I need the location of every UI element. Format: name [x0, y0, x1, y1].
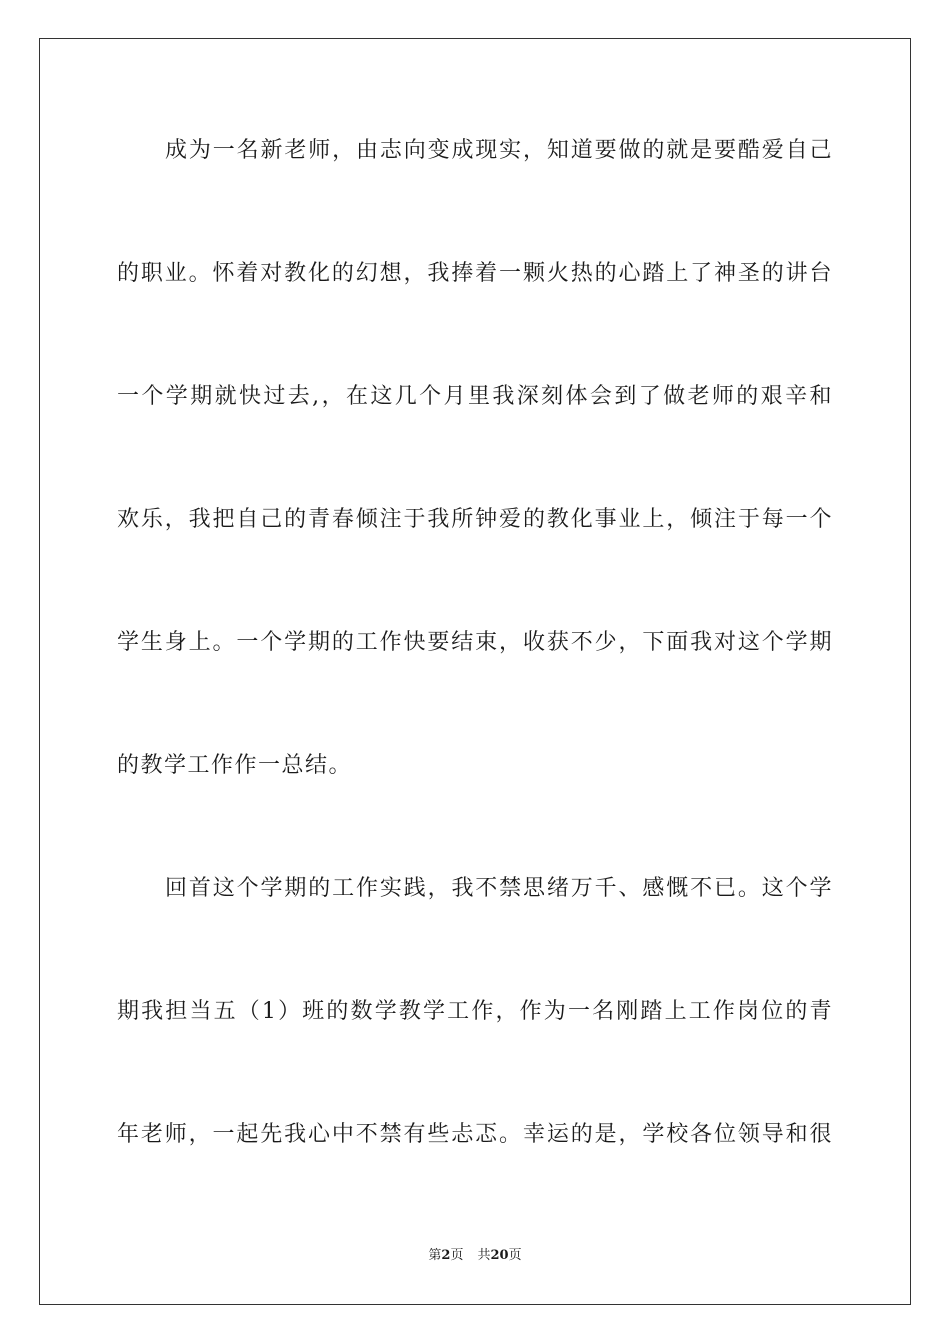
paragraph-1-line-6: 的教学工作作一总结。 — [117, 753, 353, 778]
paragraph-1-line-2: 的职业。怀着对教化的幻想，我捧着一颗火热的心踏上了神圣的讲台 — [117, 261, 833, 286]
total-pages-suffix: 页 — [508, 1248, 522, 1263]
total-pages-prefix: 共 — [477, 1248, 491, 1263]
page-number-suffix: 页 — [450, 1248, 464, 1263]
page-number-prefix: 第 — [428, 1248, 442, 1263]
paragraph-2-line-2: 期我担当五（1）班的数学教学工作，作为一名刚踏上工作岗位的青 — [117, 999, 833, 1024]
page-number: 2 — [441, 1248, 451, 1263]
paragraph-1-line-5: 学生身上。一个学期的工作快要结束，收获不少，下面我对这个学期 — [117, 630, 833, 655]
paragraph-1-line-1: 成为一名新老师，由志向变成现实，知道要做的就是要酷爱自己 — [165, 138, 833, 163]
paragraph-1-line-3: 一个学期就快过去,，在这几个月里我深刻体会到了做老师的艰辛和 — [117, 384, 833, 409]
paragraph-1-line-4: 欢乐，我把自己的青春倾注于我所钟爱的教化事业上，倾注于每一个 — [117, 507, 833, 532]
page-border — [39, 38, 911, 1305]
paragraph-2-line-3: 年老师，一起先我心中不禁有些忐忑。幸运的是，学校各位领导和很 — [117, 1122, 833, 1147]
page-footer — [0, 1247, 950, 1265]
paragraph-2-line-1: 回首这个学期的工作实践，我不禁思绪万千、感慨不已。这个学 — [165, 876, 833, 901]
total-pages: 20 — [490, 1248, 509, 1263]
